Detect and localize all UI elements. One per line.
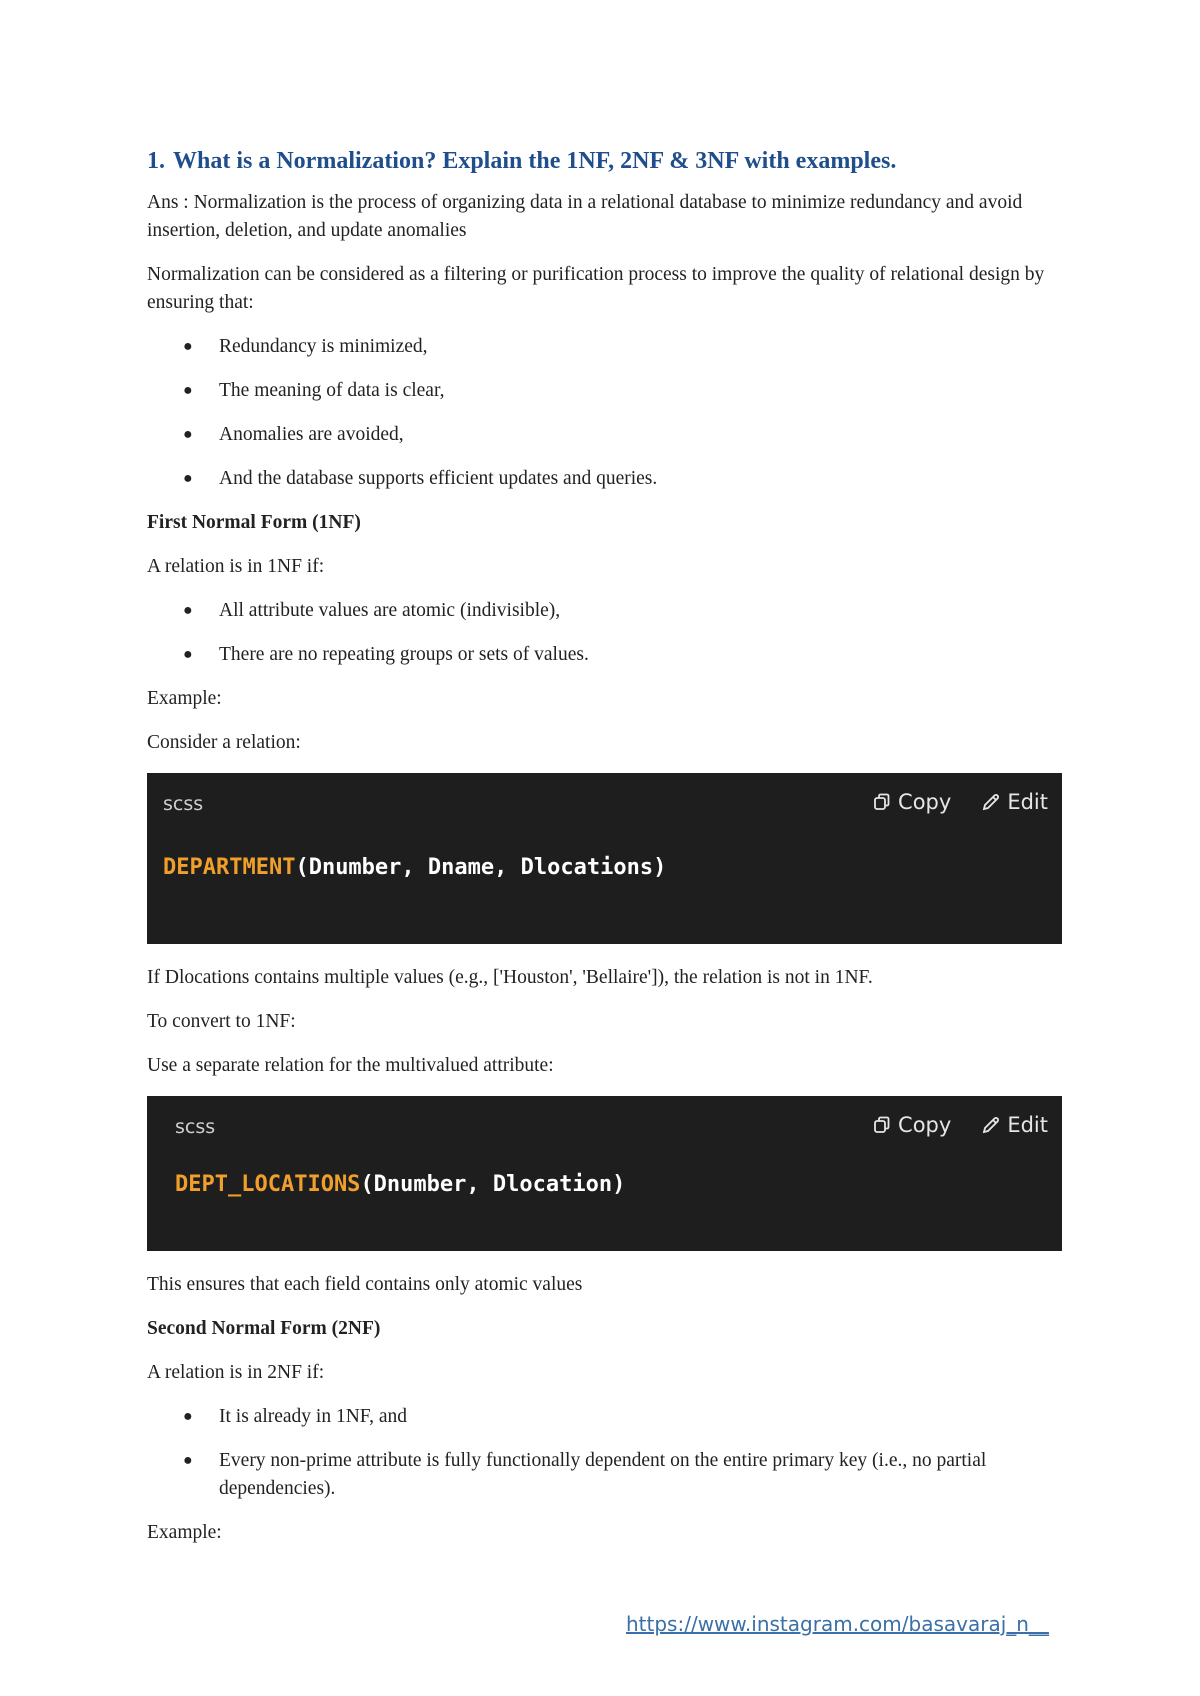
separate-relation-text: Use a separate relation for the multivalued attribute: bbox=[147, 1055, 554, 1076]
code-arguments: (Dnumber, Dlocation) bbox=[360, 1172, 626, 1197]
atomic-text: This ensures that each field contains only atomic values bbox=[147, 1274, 583, 1295]
nf1-example-label: Example: bbox=[147, 688, 222, 709]
code-function-name: DEPARTMENT bbox=[163, 855, 296, 880]
list-item: ● It is already in 1NF, and bbox=[147, 1403, 1062, 1431]
list-item: ● All attribute values are atomic (indivisible), bbox=[147, 597, 1062, 625]
nf1-heading: First Normal Form (1NF) bbox=[147, 512, 361, 533]
code-actions bbox=[872, 1113, 1048, 1137]
pencil-icon bbox=[981, 1115, 1001, 1135]
pencil-icon bbox=[981, 792, 1001, 812]
bullet-icon: ● bbox=[183, 646, 193, 663]
question-title: What is a Normalization? Explain the 1NF, 2NF & 3NF with examples. bbox=[173, 148, 897, 174]
code-function-name: DEPT_LOCATIONS bbox=[175, 1172, 361, 1197]
copy-icon bbox=[872, 792, 892, 812]
copy-button[interactable]: Copy bbox=[872, 790, 951, 814]
multivalue-text: If Dlocations contains multiple values (e.g., ['Houston', 'Bellaire']), the relation is not in 1NF. bbox=[147, 967, 873, 988]
code-actions bbox=[872, 790, 1048, 814]
list-item: ● And the database supports efficient updates and queries. bbox=[147, 465, 1062, 493]
goals-list bbox=[147, 333, 1062, 493]
convert-text: To convert to 1NF: bbox=[147, 1011, 296, 1032]
bullet-icon: ● bbox=[183, 382, 193, 399]
bullet-icon: ● bbox=[183, 1408, 193, 1425]
list-item: ● The meaning of data is clear, bbox=[147, 377, 1062, 405]
nf2-intro: A relation is in 2NF if: bbox=[147, 1362, 325, 1383]
code-block-dept-locations bbox=[147, 1096, 1062, 1251]
list-item: ● Anomalies are avoided, bbox=[147, 421, 1062, 449]
code-language-label: scss bbox=[163, 793, 204, 815]
copy-icon bbox=[872, 1115, 892, 1135]
copy-button[interactable]: Copy bbox=[872, 1113, 951, 1137]
list-item: ● Every non-prime attribute is fully functionally dependent on the entire primary key (i.e., no partial dependencies). bbox=[147, 1447, 1062, 1503]
nf1-consider: Consider a relation: bbox=[147, 732, 301, 753]
bullet-icon: ● bbox=[183, 470, 193, 487]
document-content bbox=[147, 148, 1062, 1563]
code-block-header bbox=[147, 1096, 1062, 1158]
bullet-icon: ● bbox=[183, 1452, 193, 1469]
edit-button[interactable]: Edit bbox=[981, 790, 1048, 814]
question-heading bbox=[147, 148, 1062, 175]
code-block-header bbox=[147, 773, 1062, 835]
code-block-department bbox=[147, 773, 1062, 944]
nf2-example-label: Example: bbox=[147, 1522, 222, 1543]
bullet-icon: ● bbox=[183, 602, 193, 619]
list-item: ● Redundancy is minimized, bbox=[147, 333, 1062, 361]
edit-button[interactable]: Edit bbox=[981, 1113, 1048, 1137]
nf1-rules-list bbox=[147, 597, 1062, 669]
nf2-rules-list bbox=[147, 1403, 1062, 1503]
nf1-intro: A relation is in 1NF if: bbox=[147, 556, 325, 577]
nf2-heading: Second Normal Form (2NF) bbox=[147, 1318, 381, 1339]
question-number: 1. bbox=[147, 148, 165, 174]
bullet-icon: ● bbox=[183, 338, 193, 355]
list-item: ● There are no repeating groups or sets of values. bbox=[147, 641, 1062, 669]
instagram-link[interactable]: https://www.instagram.com/basavaraj_n__ bbox=[626, 1612, 1049, 1636]
code-line bbox=[147, 1158, 1062, 1200]
code-line bbox=[147, 835, 1062, 883]
bullet-icon: ● bbox=[183, 426, 193, 443]
filtering-text: Normalization can be considered as a filtering or purification process to improve the quality of relational design by ensuring that: bbox=[147, 264, 1045, 313]
code-arguments: (Dnumber, Dname, Dlocations) bbox=[295, 855, 667, 880]
code-language-label: scss bbox=[175, 1116, 216, 1138]
answer-intro: Ans : Normalization is the process of organizing data in a relational database to minimize redundancy and avoid insertion, deletion, and update anomalies bbox=[147, 192, 1023, 241]
